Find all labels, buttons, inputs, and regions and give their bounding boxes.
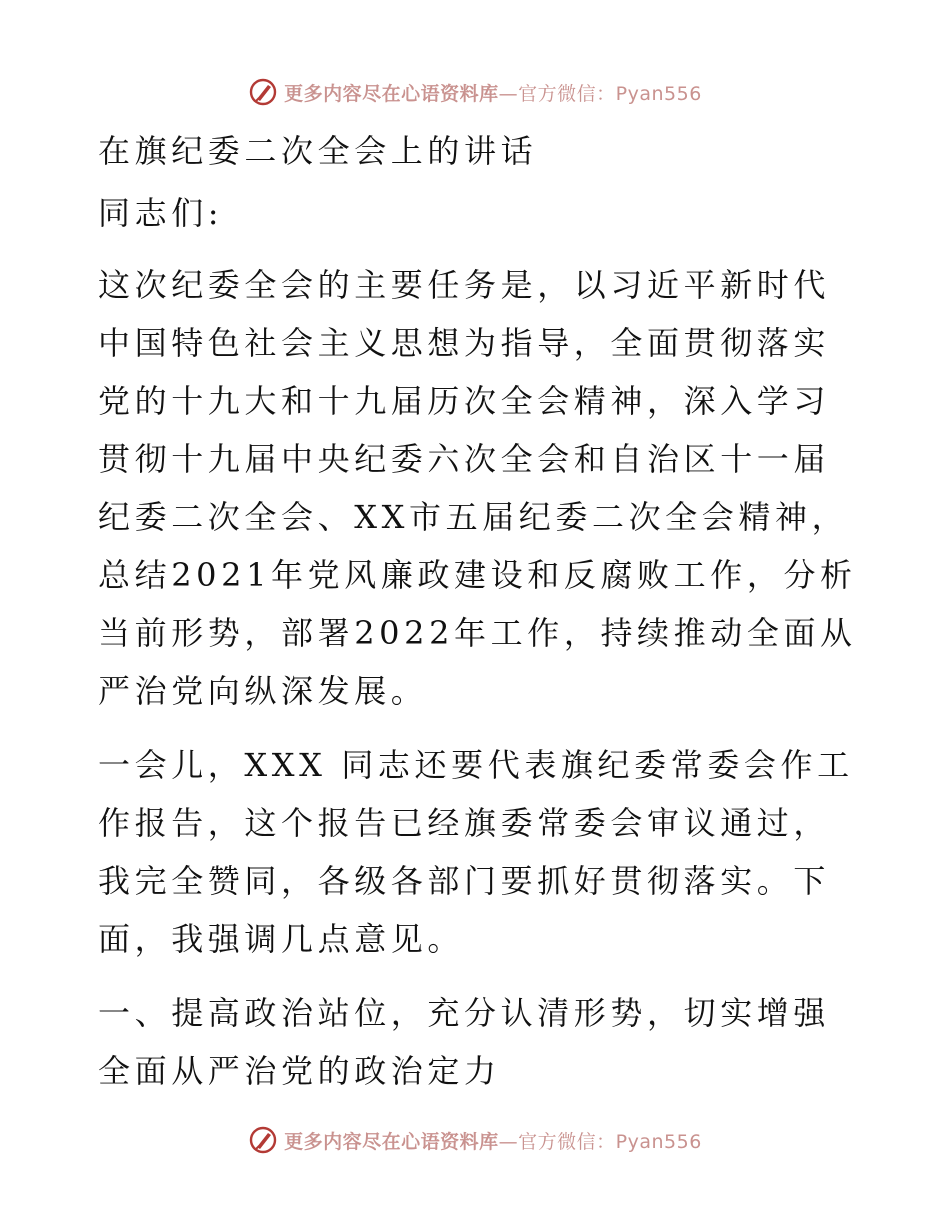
quill-pen-circle-icon bbox=[248, 1125, 278, 1155]
paragraph: 这次纪委全会的主要任务是，以习近平新时代中国特色社会主义思想为指导，全面贯彻落实党的十九大和十九届历次全会精神，深入学习贯彻十九届中央纪委六次全会和自治区十一届纪委二次全会、XX市五届纪委二次全会精神，总结2021年党风廉政建设和反腐败工作，分析当前形势，部署2022年工作，持续推动全面从严治党向纵深发展。 bbox=[98, 266, 857, 710]
greeting: 同志们: bbox=[98, 194, 224, 232]
document-body bbox=[98, 122, 858, 1100]
watermark-sub-text: —官方微信：Pyan556 bbox=[498, 1130, 702, 1153]
watermark-sub-text: —官方微信：Pyan556 bbox=[498, 82, 702, 105]
section-heading: 一、提高政治站位，充分认清形势，切实增强全面从严治党的政治定力 bbox=[98, 994, 831, 1090]
watermark-text bbox=[284, 1127, 702, 1154]
watermark-main-text: 更多内容尽在心语资料库 bbox=[284, 82, 499, 105]
paragraph: 一会儿，XXX 同志还要代表旗纪委常委会作工作报告，这个报告已经旗委常委会审议通过，我完全赞同，各级各部门要抓好贯彻落实。下面，我强调几点意见。 bbox=[98, 746, 854, 958]
quill-pen-circle-icon bbox=[248, 77, 278, 107]
watermark-main-text: 更多内容尽在心语资料库 bbox=[284, 1130, 499, 1153]
watermark-header bbox=[0, 72, 950, 112]
document-title: 在旗纪委二次全会上的讲话 bbox=[98, 132, 538, 170]
watermark-text bbox=[284, 79, 702, 106]
watermark-footer bbox=[0, 1120, 950, 1160]
